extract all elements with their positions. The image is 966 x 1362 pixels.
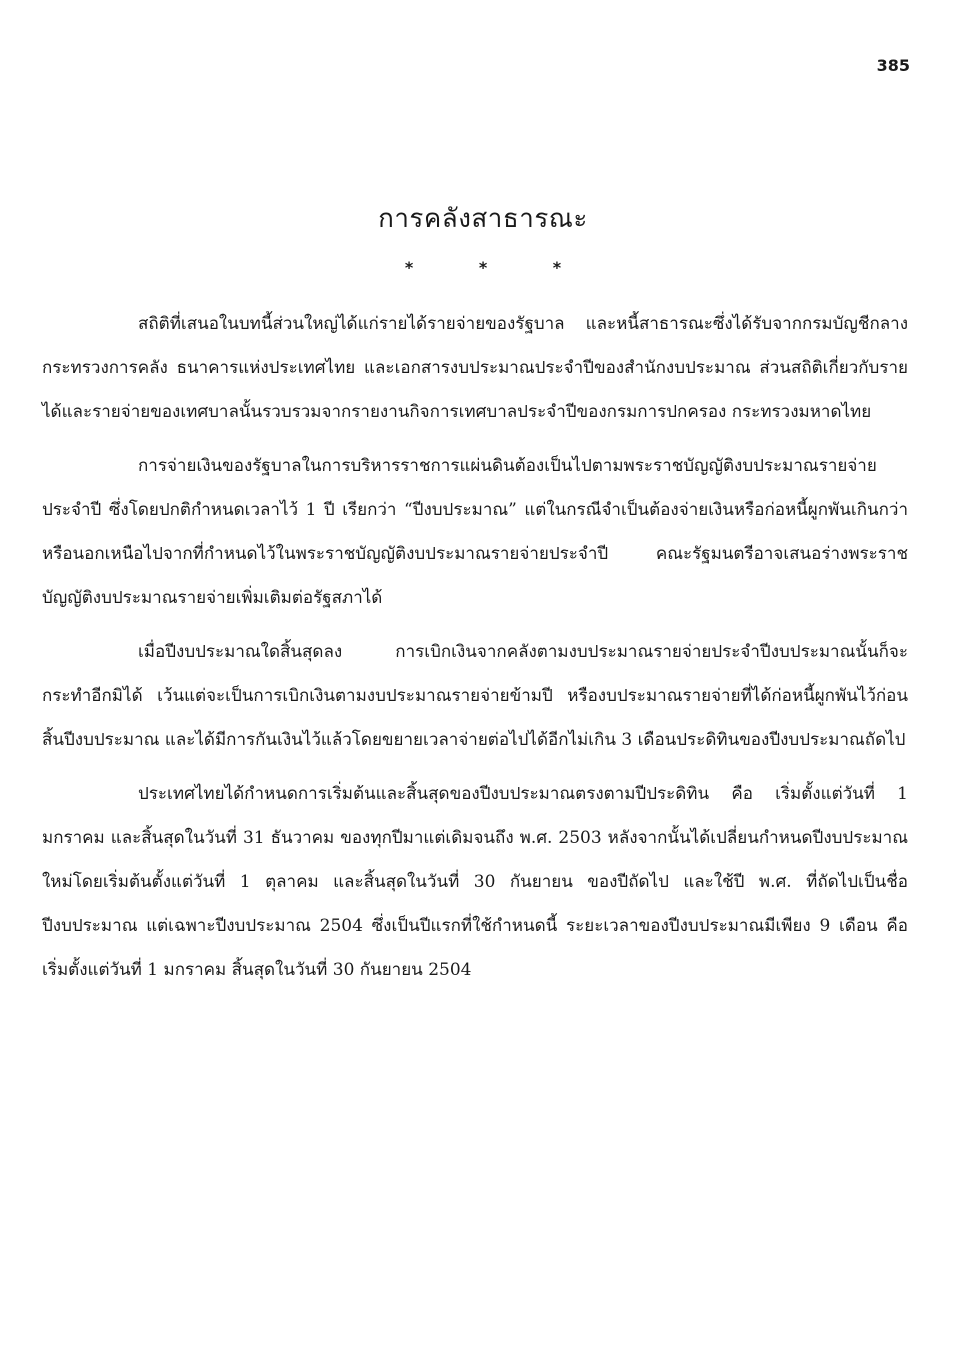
section-separator: * * * xyxy=(404,258,592,277)
page-title: การคลังสาธารณะ xyxy=(378,204,588,234)
paragraph-fiscal-year-definition: ประเทศไทยได้กำหนดการเริ่มต้นและสิ้นสุดของปีงบประมาณตรงตามปีประดิทิน คือ เริ่มตั้งแต่วันที่ 1 มกราคม และสิ้นสุดในวันที่ 31 ธันวาคม ของทุกปีมาแต่เดิมจนถึง พ.ศ. 2503 หลังจากนั้นได้เปลี่ยนกำหนดปีงบประมาณใหม่โดยเริ่มต้นตั้งแต่วันที่ 1 ตุลาคม และสิ้นสุดในวันที่ 30 กันยายน ของปีถัดไป และใช้ปี พ.ศ. ที่ถัดไปเป็นชื่อปีงบประมาณ แต่เฉพาะปีงบประมาณ 2504 ซึ่งเป็นปีแรกที่ใช้กำหนดนี้ ระยะเวลาของปีงบประมาณมีเพียง 9 เดือน คือ เริ่มตั้งแต่วันที่ 1 มกราคม สิ้นสุดในวันที่ 30 กันยายน 2504 xyxy=(42,784,908,980)
page-number: 385 xyxy=(876,56,910,75)
paragraph-budget-spending: การจ่ายเงินของรัฐบาลในการบริหารราชการแผ่นดินต้องเป็นไปตามพระราชบัญญัติงบประมาณรายจ่ายประจำปี ซึ่งโดยปกติกำหนดเวลาไว้ 1 ปี เรียกว่า “ปีงบประมาณ” แต่ในกรณีจำเป็นต้องจ่ายเงินหรือก่อหนี้ผูกพันเกินกว่าหรือนอกเหนือไปจากที่กำหนดไว้ในพระราชบัญญัติงบประมาณรายจ่ายประจำปี คณะรัฐมนตรีอาจเสนอร่างพระราชบัญญัติงบประมาณรายจ่ายเพิ่มเติมต่อรัฐสภาได้ xyxy=(42,456,908,608)
body-text xyxy=(42,302,908,1002)
paragraph-fiscal-year-end: เมื่อปีงบประมาณใดสิ้นสุดลง การเบิกเงินจากคลังตามงบประมาณรายจ่ายประจำปีงบประมาณนั้นก็จะกระทำอีกมิได้ เว้นแต่จะเป็นการเบิกเงินตามงบประมาณรายจ่ายข้ามปี หรืองบประมาณรายจ่ายที่ได้ก่อหนี้ผูกพันไว้ก่อนสิ้นปีงบประมาณ และได้มีการกันเงินไว้แล้วโดยขยายเวลาจ่ายต่อไปได้อีกไม่เกิน 3 เดือนประดิทินของปีงบประมาณถัดไป xyxy=(42,642,908,750)
paragraph-statistics-sources: สถิติที่เสนอในบทนี้ส่วนใหญ่ได้แก่รายได้รายจ่ายของรัฐบาล และหนี้สาธารณะซึ่งได้รับจากกรมบัญชีกลาง กระทรวงการคลัง ธนาคารแห่งประเทศไทย และเอกสารงบประมาณประจำปีของสำนักงบประมาณ ส่วนสถิติเกี่ยวกับรายได้และรายจ่ายของเทศบาลนั้นรวบรวมจากรายงานกิจการเทศบาลประจำปีของกรมการปกครอง กระทรวงมหาดไทย xyxy=(42,314,908,422)
